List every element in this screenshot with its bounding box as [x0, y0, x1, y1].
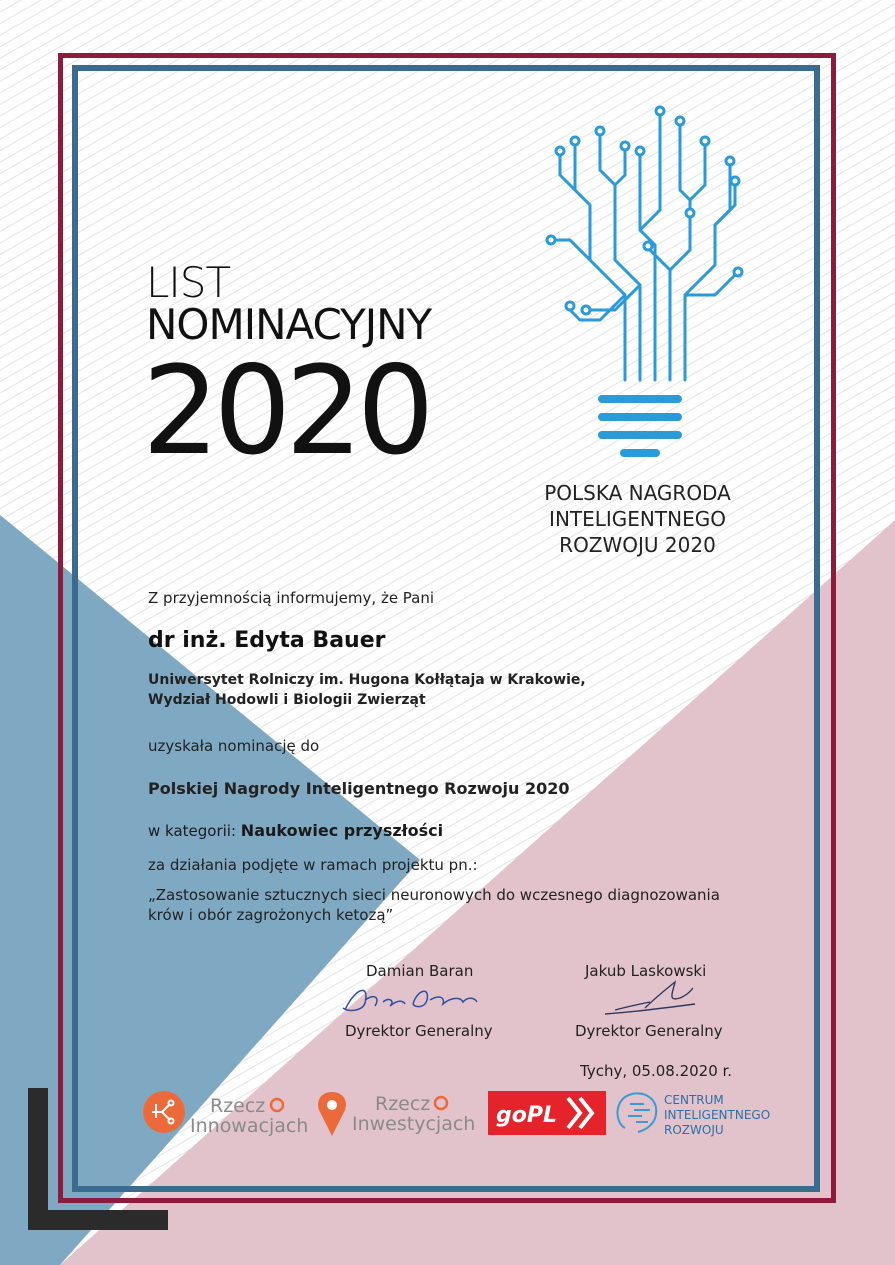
project-intro: za działania podjęte w ramach projektu pn.:	[148, 856, 478, 874]
heading-nominacyjny: NOMINACYJNY	[146, 300, 432, 349]
signatory1-name: Damian Baran	[366, 962, 474, 980]
heading-year: 2020	[142, 340, 429, 482]
award-logo-line1: POLSKA NAGRODA	[544, 481, 731, 505]
logo2-line2: Inwestycjach	[352, 1113, 476, 1135]
circuit-lightbulb-icon	[530, 95, 760, 475]
signature1-icon	[335, 978, 485, 1018]
project-title-line2: krów i obór zagrożonych ketozą”	[148, 906, 394, 924]
sponsor-logos	[140, 1088, 790, 1140]
heading-list: LIST	[146, 258, 231, 307]
logo3-text: goPL	[496, 1103, 558, 1128]
category-name: Naukowiec przyszłości	[240, 821, 444, 840]
intro-text: Z przyjemnością informujemy, że Pani	[148, 589, 435, 607]
logo2-line1: Rzecz	[375, 1093, 431, 1115]
nomination-text: uzyskała nominację do	[148, 737, 320, 755]
award-logo-text	[500, 480, 775, 558]
logo1-line2: Innowacjach	[190, 1115, 309, 1137]
logo4-line1: CENTRUM	[664, 1093, 724, 1107]
place-date: Tychy, 05.08.2020 r.	[580, 1062, 733, 1080]
category-prefix: w kategorii:	[148, 822, 237, 840]
category-row	[148, 821, 443, 840]
nominee-name: dr inż. Edyta Bauer	[148, 628, 386, 653]
project-title-line1: „Zastosowanie sztucznych sieci neuronowych do wczesnego diagnozowania	[148, 886, 720, 904]
affiliation-line2: Wydział Hodowli i Biologii Zwierząt	[148, 692, 426, 708]
logo-centrum-inteligentnego-rozwoju	[617, 1093, 770, 1137]
award-logo-line3: ROZWOJU 2020	[559, 533, 716, 557]
signatory1-role: Dyrektor Generalny	[345, 1022, 493, 1040]
affiliation-line1: Uniwersytet Rolniczy im. Hugona Kołłątaja w Krakowie,	[148, 672, 586, 688]
logo4-line3: ROZWOJU	[664, 1123, 724, 1137]
logo1-line1: Rzecz	[210, 1095, 266, 1117]
signatory2-role: Dyrektor Generalny	[575, 1022, 723, 1040]
signature2-icon	[595, 978, 705, 1018]
signatory2-name: Jakub Laskowski	[585, 962, 707, 980]
logo-gopl	[488, 1091, 606, 1135]
award-logo-line2: INTELIGENTNEGO	[549, 507, 726, 531]
logo4-line2: INTELIGENTNEGO	[664, 1108, 771, 1122]
award-name: Polskiej Nagrody Inteligentnego Rozwoju 2020	[148, 779, 570, 798]
logo-rzecz-o-innowacjach	[143, 1091, 308, 1137]
logo-rzecz-o-inwestycjach	[318, 1092, 475, 1136]
